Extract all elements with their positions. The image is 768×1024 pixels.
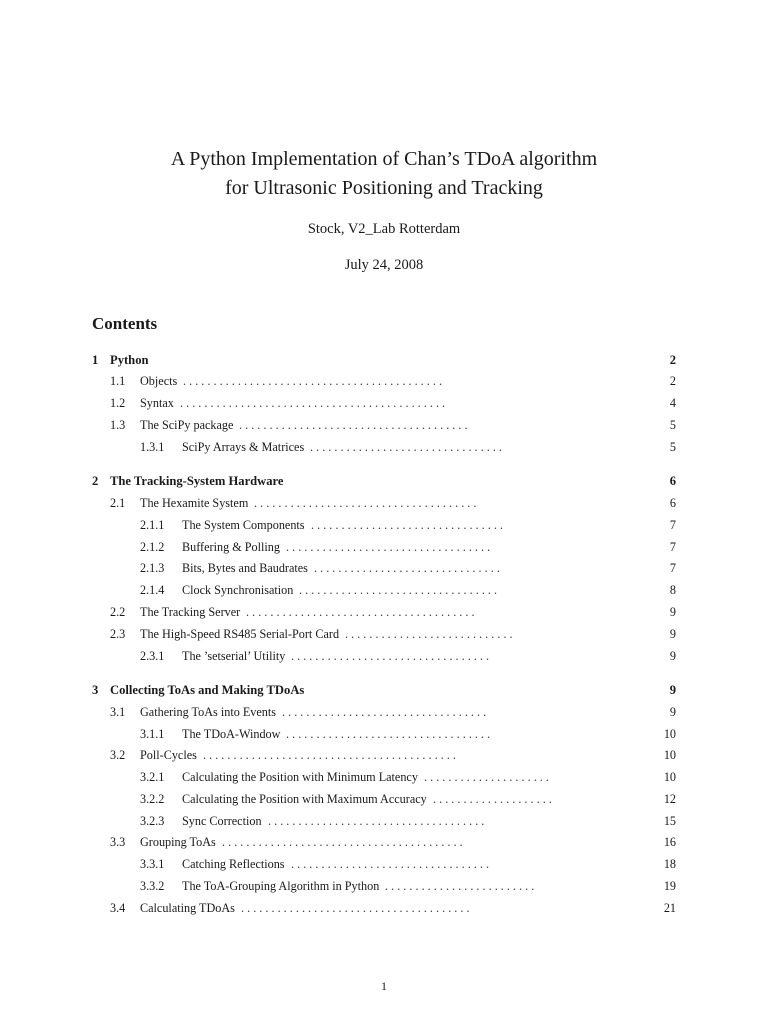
dot-leader: . . . . . . . . . . . . . . . . . . . . . . . . . . . . . . . . . . . . . . . . xyxy=(222,835,463,849)
toc-title: The TDoA-Window xyxy=(182,727,281,741)
toc-title: The High-Speed RS485 Serial-Port Card xyxy=(140,627,340,641)
toc-page-number: 5 xyxy=(669,440,676,454)
toc-page-number: 9 xyxy=(669,605,676,619)
toc-page-number: 10 xyxy=(663,770,676,784)
toc-entry[interactable] xyxy=(110,624,676,644)
toc-title: Calculating the Position with Minimum Latency xyxy=(182,770,418,784)
toc-page-number: 2 xyxy=(669,374,676,388)
toc-entry[interactable] xyxy=(110,745,676,765)
toc-page-number: 19 xyxy=(663,879,676,893)
dot-leader: . . . . . . . . . . . . . . . . . . . . . . . . . . . . . . . . . xyxy=(291,857,490,871)
toc-page-number: 12 xyxy=(663,792,676,806)
toc-number: 2.3.1 xyxy=(140,649,165,663)
toc-title: Python xyxy=(110,353,149,367)
toc-number: 3.2.3 xyxy=(140,814,165,828)
toc-number: 2.1.4 xyxy=(140,583,165,597)
dot-leader: . . . . . . . . . . . . . . . . . . . . . . . . . . . . . . . . . . . . . xyxy=(254,496,477,510)
toc-number: 1.2 xyxy=(110,396,126,410)
toc-number: 2.1 xyxy=(110,496,126,510)
toc-page-number: 6 xyxy=(669,496,676,510)
dot-leader: . . . . . . . . . . . . . . . . . . . . . . . . . xyxy=(385,879,535,893)
toc-entry[interactable] xyxy=(110,702,676,722)
contents-heading: Contents xyxy=(92,314,158,333)
dot-leader: . . . . . . . . . . . . . . . . . . . . . . . . . . . . . . . . . . . . . . . . . . . xyxy=(183,374,442,388)
toc-title: Objects xyxy=(140,374,178,388)
toc-title: The System Components xyxy=(182,518,305,532)
toc-title: Catching Reflections xyxy=(182,857,285,871)
toc-title: Grouping ToAs xyxy=(140,835,216,849)
toc-page-number: 8 xyxy=(669,583,676,597)
toc-entry[interactable] xyxy=(110,371,676,391)
dot-leader: . . . . . . . . . . . . . . . . . . . . . . . . . . . . . . . . . . . . . . xyxy=(239,418,468,432)
toc-entry[interactable] xyxy=(140,724,676,744)
dot-leader: . . . . . . . . . . . . . . . . . . . . . . . . . . . . . . . . xyxy=(310,440,502,454)
toc-entry[interactable] xyxy=(140,646,676,666)
toc-entry[interactable] xyxy=(110,898,676,918)
toc-page-number: 9 xyxy=(669,649,676,663)
title-line-2: for Ultrasonic Positioning and Tracking xyxy=(225,177,543,199)
toc-chapter[interactable] xyxy=(92,471,676,491)
toc-page-number: 10 xyxy=(663,727,676,741)
toc-number: 2 xyxy=(92,474,99,488)
toc-number: 3.3 xyxy=(110,835,126,849)
toc-page-number: 6 xyxy=(669,474,676,488)
toc-page-number: 21 xyxy=(663,901,676,915)
toc-page-number: 7 xyxy=(669,561,676,575)
dot-leader: . . . . . . . . . . . . . . . . . . . . . . . . . . . . . . . . . . xyxy=(282,705,487,719)
toc-title: Sync Correction xyxy=(182,814,262,828)
dot-leader: . . . . . . . . . . . . . . . . . . . . . . . . . . . . . . . . . . . . . . xyxy=(241,901,470,915)
toc-number: 3.1 xyxy=(110,705,126,719)
toc-title: Calculating TDoAs xyxy=(140,901,235,915)
toc-entry[interactable] xyxy=(140,537,676,557)
toc-page-number: 9 xyxy=(669,627,676,641)
toc-number: 3.2.1 xyxy=(140,770,165,784)
toc-title: The Tracking Server xyxy=(140,605,241,619)
toc-page-number: 5 xyxy=(669,418,676,432)
toc-entry[interactable] xyxy=(110,602,676,622)
toc-entry[interactable] xyxy=(110,493,676,513)
toc-entry[interactable] xyxy=(140,558,676,578)
toc-page-number: 15 xyxy=(663,814,676,828)
toc-entry[interactable] xyxy=(140,437,676,457)
toc-title: Collecting ToAs and Making TDoAs xyxy=(110,683,305,697)
page-number: 1 xyxy=(381,979,387,993)
toc-title: Clock Synchronisation xyxy=(182,583,294,597)
toc-title: Gathering ToAs into Events xyxy=(140,705,277,719)
toc-page-number: 7 xyxy=(669,518,676,532)
toc-title: Bits, Bytes and Baudrates xyxy=(182,561,308,575)
toc-title: The Tracking-System Hardware xyxy=(110,474,284,488)
dot-leader: . . . . . . . . . . . . . . . . . . . . . . . . . . . . . . . . . . . . . . . . . . . . xyxy=(180,396,446,410)
toc-page-number: 2 xyxy=(669,353,676,367)
toc-title: The Hexamite System xyxy=(140,496,249,510)
toc-entry[interactable] xyxy=(110,393,676,413)
toc-number: 1.3 xyxy=(110,418,126,432)
toc-page-number: 7 xyxy=(669,540,676,554)
toc-entry[interactable] xyxy=(140,811,676,831)
dot-leader: . . . . . . . . . . . . . . . . . . . . . xyxy=(424,770,549,784)
toc-number: 2.1.2 xyxy=(140,540,165,554)
dot-leader: . . . . . . . . . . . . . . . . . . . . . . . . . . . . . . . xyxy=(314,561,500,575)
dot-leader: . . . . . . . . . . . . . . . . . . . . . . . . . . . . . . . . . xyxy=(291,649,490,663)
toc-number: 3.2 xyxy=(110,748,126,762)
toc-page-number: 18 xyxy=(663,857,676,871)
toc-title: Calculating the Position with Maximum Accuracy xyxy=(182,792,427,806)
dot-leader: . . . . . . . . . . . . . . . . . . . . . . . . . . . . . . . . . xyxy=(299,583,498,597)
toc-number: 3.2.2 xyxy=(140,792,165,806)
toc-number: 2.3 xyxy=(110,627,126,641)
toc-number: 3.4 xyxy=(110,901,126,915)
toc-title: Poll-Cycles xyxy=(140,748,197,762)
date: July 24, 2008 xyxy=(344,257,424,273)
dot-leader: . . . . . . . . . . . . . . . . . . . . . . . . . . . . . . . . . . . . . . xyxy=(246,605,475,619)
toc-entry[interactable] xyxy=(140,767,676,787)
dot-leader: . . . . . . . . . . . . . . . . . . . . . . . . . . . . . . . . . . xyxy=(286,727,491,741)
dot-leader: . . . . . . . . . . . . . . . . . . . . xyxy=(433,792,552,806)
toc-title: SciPy Arrays & Matrices xyxy=(182,440,305,454)
toc-entry[interactable] xyxy=(140,854,676,874)
toc-number: 3.3.1 xyxy=(140,857,165,871)
toc-entry[interactable] xyxy=(140,515,676,535)
toc-entry[interactable] xyxy=(110,832,676,852)
toc-number: 1.1 xyxy=(110,374,126,388)
toc-number: 1.3.1 xyxy=(140,440,165,454)
toc-number: 2.1.1 xyxy=(140,518,165,532)
toc-title: The ToA-Grouping Algorithm in Python xyxy=(182,879,380,893)
dot-leader: . . . . . . . . . . . . . . . . . . . . . . . . . . . . . . . . . . . . xyxy=(268,814,485,828)
toc-entry[interactable] xyxy=(140,789,676,809)
toc-number: 3.3.2 xyxy=(140,879,165,893)
toc-entry[interactable] xyxy=(140,580,676,600)
dot-leader: . . . . . . . . . . . . . . . . . . . . . . . . . . . . . . . . . . . . . . . . . . xyxy=(203,748,456,762)
toc-chapter[interactable] xyxy=(92,680,676,700)
title-line-1: A Python Implementation of Chan’s TDoA algorithm xyxy=(170,148,598,170)
toc-page-number: 4 xyxy=(669,396,676,410)
toc-number: 1 xyxy=(92,353,99,367)
dot-leader: . . . . . . . . . . . . . . . . . . . . . . . . . . . . . . . . xyxy=(311,518,503,532)
toc-title: Buffering & Polling xyxy=(182,540,280,554)
toc-page-number: 16 xyxy=(663,835,676,849)
toc-number: 3.1.1 xyxy=(140,727,165,741)
toc-title: The SciPy package xyxy=(140,418,234,432)
author: Stock, V2_Lab Rotterdam xyxy=(307,221,461,237)
toc-title: Syntax xyxy=(140,396,174,410)
dot-leader: . . . . . . . . . . . . . . . . . . . . . . . . . . . . xyxy=(345,627,513,641)
toc-entry[interactable] xyxy=(140,876,676,896)
toc-page-number: 9 xyxy=(669,683,676,697)
toc-number: 2.2 xyxy=(110,605,126,619)
toc-page-number: 9 xyxy=(669,705,676,719)
toc-number: 3 xyxy=(92,683,99,697)
toc-chapter[interactable] xyxy=(92,350,676,370)
toc-entry[interactable] xyxy=(110,415,676,435)
toc-title: The ’setserial’ Utility xyxy=(182,649,286,663)
toc-page-number: 10 xyxy=(663,748,676,762)
dot-leader: . . . . . . . . . . . . . . . . . . . . . . . . . . . . . . . . . . xyxy=(286,540,491,554)
toc-number: 2.1.3 xyxy=(140,561,165,575)
